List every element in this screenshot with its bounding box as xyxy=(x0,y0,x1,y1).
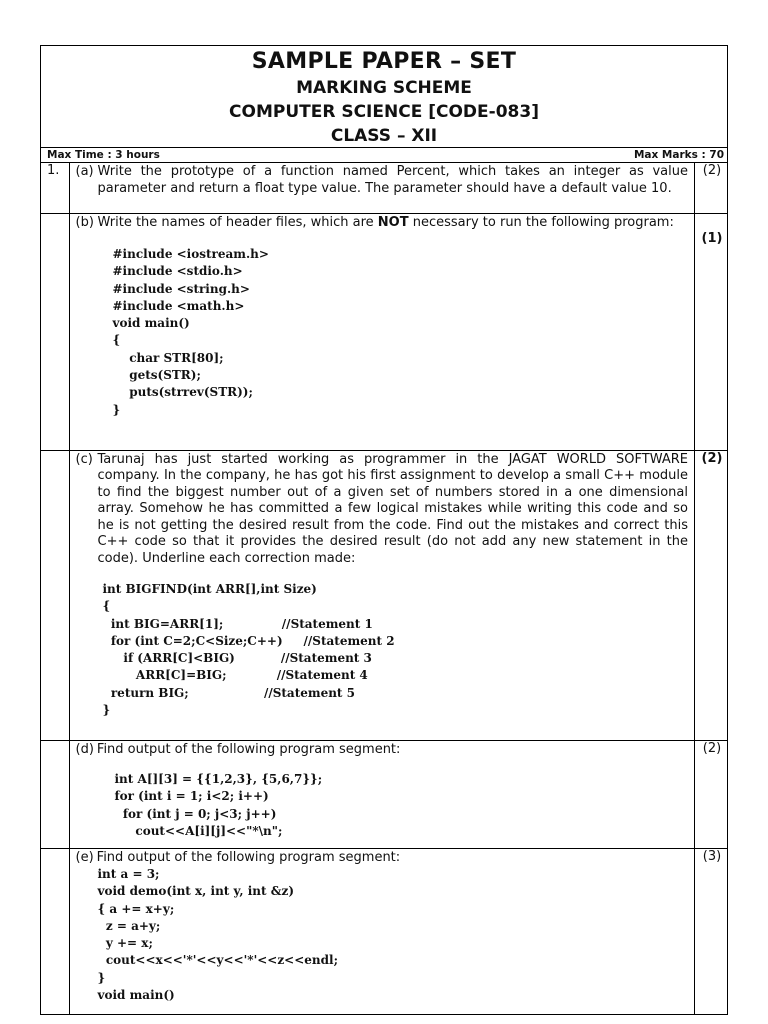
paper-title: SAMPLE PAPER – SET xyxy=(251,49,517,74)
code-block: int BIGFIND(int ARR[],int Size) { int BIG=ARR[1]; //Statement 1 for (int C=2;C<Size;C++) //Statement 2 if (ARR[C]<BIG) //Statement 3 ARR[C]=BIG; //Statement 4 return BIG; //Statement 5 } xyxy=(102,582,395,718)
question-body xyxy=(69,163,695,213)
question-number: 1. xyxy=(41,163,69,213)
question-number xyxy=(41,848,69,1015)
question-label: (c) xyxy=(75,451,93,467)
question-number xyxy=(41,213,69,450)
question-body xyxy=(69,450,695,740)
question-row xyxy=(41,848,728,1015)
question-row xyxy=(41,213,728,450)
question-marks: (3) xyxy=(695,848,729,1015)
question-label: (e) xyxy=(75,849,94,865)
question-text xyxy=(98,215,689,232)
question-marks: (2) xyxy=(695,450,729,740)
question-text-emphasis: NOT xyxy=(377,214,409,230)
question-text: Find output of the following program segment: xyxy=(96,849,401,865)
question-label: (d) xyxy=(75,741,94,757)
paper-header xyxy=(41,46,727,148)
code-block: int a = 3; void demo(int x, int y, int &z) { a += x+y; z = a+y; y += x; cout<<x<<'*'<<y<<'*'<<z<<endl; } void main() xyxy=(97,867,339,1003)
code-block: #include <iostream.h> #include <stdio.h> #include <string.h> #include <math.h> void main() { char STR[80]; gets(STR); puts(strrev(STR)); } xyxy=(112,247,269,417)
question-body xyxy=(69,740,695,848)
paper-subtitle: MARKING SCHEME xyxy=(296,78,472,98)
code-block: int A[][3] = {{1,2,3}, {5,6,7}}; for (int i = 1; i<2; i++) for (int j = 0; j<3; j++) cout<<A[i][j]<<"*\n"; xyxy=(114,772,323,838)
question-marks: (2) xyxy=(695,740,729,848)
paper-meta xyxy=(41,148,727,163)
question-row xyxy=(41,450,728,740)
questions-table xyxy=(41,163,728,1015)
question-text: Tarunaj has just started working as programmer in the JAGAT WORLD SOFTWARE company. In the company, he has got his first assignment to develop a small C++ module to find the biggest number out of a given set of numbers stored in a one dimensional array. Somehow he has committed a few logical mistakes while writing this code and so he is not getting the desired result from the code. Find out the mistakes and correct this C++ code so that it provides the desired result (do not add any new statement in the code). Underline each correction made: xyxy=(97,451,688,566)
class-title: CLASS – XII xyxy=(330,126,438,146)
question-body xyxy=(69,848,695,1015)
question-text-before: Write the names of header files, which are xyxy=(97,214,378,230)
question-marks: (2) xyxy=(695,163,729,213)
question-text-after: necessary to run the following program: xyxy=(408,214,674,230)
question-text: Find output of the following program segment: xyxy=(96,741,401,757)
max-marks: Max Marks : 70 xyxy=(633,149,724,161)
question-paper xyxy=(40,45,728,1015)
question-label: (b) xyxy=(75,214,94,230)
question-row xyxy=(41,163,728,213)
question-label: (a) xyxy=(75,164,94,179)
question-text: Write the prototype of a function named Percent, which takes an integer as value parameter and return a float type value. The parameter should have a default value 10. xyxy=(97,164,688,196)
max-time: Max Time : 3 hours xyxy=(47,149,160,161)
question-marks-value: (1) xyxy=(701,230,723,246)
question-number xyxy=(41,740,69,848)
question-number xyxy=(41,450,69,740)
question-row xyxy=(41,740,728,848)
course-title: COMPUTER SCIENCE [CODE-083] xyxy=(229,102,539,122)
question-body xyxy=(69,213,695,450)
question-marks xyxy=(695,213,729,450)
